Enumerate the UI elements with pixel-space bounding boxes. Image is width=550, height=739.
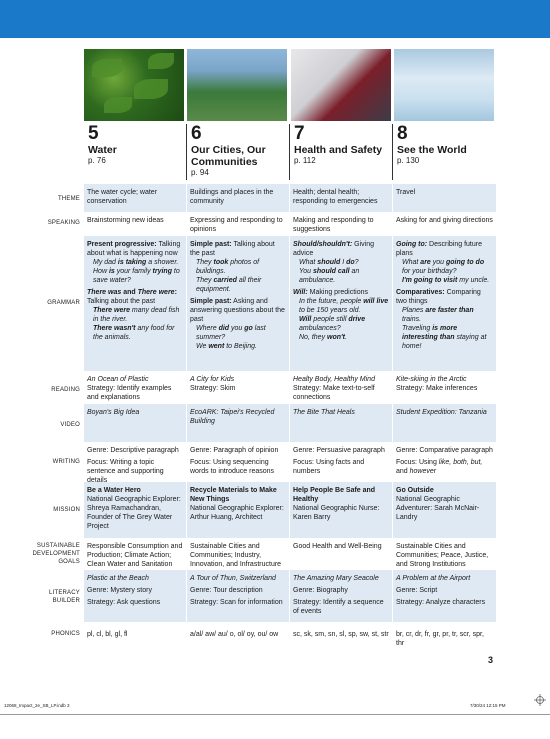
literacy-genre: Genre: Biography — [293, 587, 348, 594]
unit-5-photo — [84, 49, 184, 121]
example-bold: go — [244, 325, 253, 332]
literacy-cell — [187, 572, 289, 607]
focus-italic: however — [409, 468, 437, 475]
literacy-title: A Problem at the Airport — [396, 575, 471, 582]
row-label-sdg — [0, 542, 80, 566]
grammar-text: Giving advice — [293, 241, 375, 257]
mission-title: Be a Water Hero — [87, 487, 141, 494]
grammar-heading: Simple past: — [190, 241, 232, 248]
mission-title: Help People Be Safe and Healthy — [293, 487, 376, 503]
example-text: a shower. — [146, 259, 179, 266]
example-text: What — [402, 259, 421, 266]
sdg-cell: Responsible Consumption and Production; Climate Action; Clean Water and Sanitation — [87, 543, 183, 568]
writing-genre: Genre: Paragraph of opinion — [190, 447, 279, 454]
literacy-cell — [393, 572, 496, 607]
grammar-text: Describing future plans — [396, 241, 482, 257]
grammar-heading: and — [121, 289, 138, 296]
example-text: No, they — [299, 334, 328, 341]
unit-number: 8 — [397, 123, 408, 144]
literacy-title: Plastic at the Beach — [87, 575, 149, 582]
reading-strategy: Strategy: Identify examples and explanations — [87, 385, 172, 401]
video-cell: The Bite That Heals — [293, 409, 355, 416]
grammar-heading: Comparatives: — [396, 289, 445, 296]
unit-number: 7 — [294, 123, 305, 144]
reading-title: Healty Body, Healthy Mind — [293, 376, 375, 383]
unit-page: p. 94 — [191, 168, 209, 177]
page-number: 3 — [488, 655, 494, 665]
literacy-strategy: Strategy: Ask questions — [87, 599, 161, 606]
mission-title: Recycle Materials to Make New Things — [190, 487, 277, 503]
header-bar — [0, 0, 550, 38]
reading-title: An Ocean of Plastic — [87, 376, 149, 383]
example-text: photos of buildings. — [196, 259, 260, 275]
unit-title: See the World — [397, 144, 467, 156]
grammar-heading: : — [174, 289, 177, 296]
unit-page: p. 130 — [397, 156, 420, 165]
phonics-cell: br, cr, dr, fr, gr, pr, tr, scr, spr, thr — [396, 631, 484, 647]
row-label-line: LITERACY — [49, 590, 80, 596]
grammar-text: Talking about the past — [87, 298, 156, 305]
example-bold: There were — [93, 307, 130, 314]
example-text: you — [229, 325, 245, 332]
example-text: ? — [354, 259, 359, 266]
literacy-genre: Genre: Script — [396, 587, 438, 594]
example-text: Planes — [402, 307, 426, 314]
unit-number: 6 — [191, 123, 202, 144]
unit-page: p. 76 — [88, 156, 106, 165]
grammar-heading: Going to: — [396, 241, 428, 248]
example-text: staying at home! — [402, 334, 487, 350]
focus-italic: like, both, but, — [438, 459, 483, 466]
literacy-title: A Tour of Thun, Switzerland — [190, 575, 276, 582]
example-bold: drive — [348, 316, 366, 323]
example-text: my uncle. — [457, 277, 490, 284]
writing-focus: Focus: Writing a topic sentence and supporting details — [87, 459, 164, 484]
grammar-cell — [290, 238, 392, 342]
grammar-heading: Should/shouldn't: — [293, 241, 353, 248]
writing-focus — [396, 458, 493, 476]
row-label-writing: WRITING — [52, 459, 80, 465]
example-text: In the future, people — [299, 298, 364, 305]
print-slug-file: 12068_Impact_2e_SB_LP.indb 3 — [4, 703, 70, 708]
grammar-text: Talking about the past — [190, 241, 275, 257]
reading-cell — [84, 373, 186, 402]
mission-explorer: National Geographic Adventurer: Sarah McNair-Landry — [396, 496, 480, 521]
writing-genre: Genre: Comparative paragraph — [396, 447, 493, 454]
unit-5-header — [88, 124, 184, 170]
speaking-cell: Making and responding to suggestions — [293, 217, 374, 233]
example-bold: will live — [363, 298, 389, 305]
mission-explorer: National Geographic Explorer: Shreya Ramachandran, Founder of The Grey Water Project — [87, 496, 181, 530]
reading-cell — [290, 373, 392, 402]
sdg-cell: Sustainable Cities and Communities; Industry, Innovation, and Infrastructure — [190, 543, 282, 568]
sdg-cell: Sustainable Cities and Communities; Peace, Justice, and Strong Institutions — [396, 543, 489, 568]
focus-text: and — [396, 468, 410, 475]
example-bold: went — [208, 343, 225, 350]
theme-cell: Travel — [396, 189, 416, 196]
row-label-line: DEVELOPMENT — [32, 551, 80, 557]
example-bold: I'm going to visit — [402, 277, 458, 284]
unit-6-photo — [187, 49, 287, 121]
speaking-cell: Asking for and giving directions — [396, 217, 493, 224]
example-bold: trying — [152, 268, 172, 275]
reading-strategy: Strategy: Make text-to-self connections — [293, 385, 375, 401]
example-text: What — [299, 259, 318, 266]
row-label-line: GOALS — [58, 559, 80, 565]
example-text: to be 150 years old. — [299, 307, 361, 314]
reading-title: Kite-skiing in the Arctic — [396, 376, 467, 383]
row-label-line: SUSTAINABLE — [36, 543, 80, 549]
grammar-heading: Simple past: — [190, 298, 232, 305]
writing-focus: Focus: Using facts and numbers — [293, 459, 365, 475]
example-bold: did — [218, 325, 230, 332]
example-text: ambulances? — [299, 325, 341, 332]
unit-8-header — [397, 124, 493, 170]
example-bold: carried — [213, 277, 237, 284]
print-slug-date: 7/30/24 12:15 PM — [470, 703, 506, 708]
example-text: They — [196, 277, 214, 284]
writing-genre: Genre: Persuasive paragraph — [293, 447, 385, 454]
row-label-grammar: GRAMMAR — [47, 300, 80, 306]
trim-line — [0, 714, 550, 715]
example-bold: There wasn't — [93, 325, 136, 332]
example-text: We — [196, 343, 209, 350]
row-label-theme: THEME — [58, 196, 80, 202]
reading-strategy: Strategy: Skim — [190, 385, 236, 392]
example-bold: Will — [299, 316, 312, 323]
mission-cell — [290, 484, 392, 522]
speaking-cell: Brainstorming new ideas — [87, 217, 164, 224]
phonics-cell: a/al/ aw/ au/ o, ol/ oy, ou/ ow — [190, 631, 279, 638]
phonics-cell: sc, sk, sm, sn, sl, sp, sw, st, str — [293, 631, 389, 638]
registration-mark-icon — [534, 694, 546, 706]
example-text: I — [340, 259, 347, 266]
example-bold: are — [420, 259, 431, 266]
example-bold: is — [108, 268, 115, 275]
grammar-text: Asking and answering questions about the past — [190, 298, 285, 323]
row-label-reading: READING — [51, 387, 80, 393]
example-text: My dad — [93, 259, 118, 266]
example-text: You — [299, 268, 314, 275]
mission-explorer: National Geographic Explorer: Arthur Huang, Architect — [190, 505, 284, 521]
grammar-heading: There were — [137, 289, 175, 296]
writing-focus: Focus: Using sequencing words to introduce reasons — [190, 459, 275, 475]
unit-page: p. 112 — [294, 156, 316, 165]
row-label-mission: MISSION — [53, 507, 80, 513]
example-text: Traveling — [402, 325, 433, 332]
reading-cell — [187, 373, 289, 393]
grammar-cell — [187, 238, 289, 351]
grammar-cell — [84, 238, 186, 342]
writing-genre: Genre: Descriptive paragraph — [87, 447, 179, 454]
speaking-cell: Expressing and responding to opinions — [190, 217, 283, 233]
example-bold: won't — [327, 334, 346, 341]
example-bold: do — [346, 259, 355, 266]
grammar-text: Making predictions — [307, 289, 369, 296]
theme-cell: The water cycle; water conservation — [87, 189, 158, 205]
mission-explorer: National Geographic Nurse: Karen Barry — [293, 505, 380, 521]
theme-cell: Health; dental health; responding to emergencies — [293, 189, 378, 205]
example-text: to Beijing. — [224, 343, 257, 350]
example-bold: is taking — [117, 259, 147, 266]
example-bold: took — [213, 259, 229, 266]
header-divider — [392, 124, 393, 180]
grammar-text: Comparing two things — [396, 289, 481, 305]
example-text: trains. — [402, 316, 422, 323]
video-cell: Student Expedition: Tanzania — [396, 409, 487, 416]
example-text: last summer? — [196, 325, 266, 341]
literacy-genre: Genre: Tour description — [190, 587, 263, 594]
grammar-heading: There was — [87, 289, 122, 296]
example-text: an ambulance. — [299, 268, 360, 284]
unit-7-photo — [291, 49, 391, 121]
example-bold: going to do — [446, 259, 485, 266]
grammar-heading: Will: — [293, 289, 308, 296]
writing-cell — [84, 444, 186, 485]
example-bold: are faster than — [425, 307, 474, 314]
example-text: for your birthday? — [402, 268, 457, 275]
reading-strategy: Strategy: Make inferences — [396, 385, 478, 392]
reading-title: A City for Kids — [190, 376, 235, 383]
mission-cell — [84, 484, 186, 531]
grammar-text: Talking about what is happening now — [87, 241, 181, 257]
example-text: . — [345, 334, 347, 341]
theme-cell: Buildings and places in the community — [190, 189, 274, 205]
example-text: you — [430, 259, 446, 266]
unit-title: Our Cities, Our Communities — [191, 144, 266, 168]
writing-cell — [290, 444, 392, 476]
writing-cell — [187, 444, 289, 476]
reading-cell — [393, 373, 496, 393]
unit-title: Health and Safety — [294, 144, 383, 156]
focus-text: Focus: Using — [396, 459, 439, 466]
phonics-cell: pl, cl, bl, gl, fl — [87, 631, 128, 638]
example-text: any food for the animals. — [93, 325, 175, 341]
example-text: to save water? — [93, 268, 180, 284]
row-label-video: VIDEO — [60, 422, 80, 428]
literacy-title: The Amazing Mary Seacole — [293, 575, 379, 582]
example-text: people still — [311, 316, 349, 323]
grammar-heading: Present progressive: — [87, 241, 157, 248]
unit-7-header — [294, 124, 390, 170]
example-bold: is more interesting than — [402, 325, 458, 341]
literacy-strategy: Strategy: Identify a sequence of events — [293, 599, 384, 615]
row-label-literacy — [0, 589, 80, 605]
example-text: your family — [114, 268, 153, 275]
row-label-line: BUILDER — [52, 598, 80, 604]
example-text: many dead fish in the river. — [93, 307, 180, 323]
writing-cell — [393, 444, 496, 476]
header-divider — [186, 124, 187, 180]
example-text: all their equipment. — [196, 277, 262, 293]
video-cell: Boyan's Big Idea — [87, 409, 140, 416]
sdg-cell: Good Health and Well-Being — [293, 543, 382, 550]
literacy-cell — [84, 572, 186, 607]
mission-cell — [393, 484, 496, 522]
example-bold: should call — [313, 268, 350, 275]
unit-number: 5 — [88, 123, 99, 144]
example-bold: should — [317, 259, 341, 266]
literacy-genre: Genre: Mystery story — [87, 587, 152, 594]
header-divider — [289, 124, 290, 180]
literacy-cell — [290, 572, 392, 616]
row-label-phonics: PHONICS — [51, 631, 80, 637]
unit-title: Water — [88, 144, 117, 156]
mission-cell — [187, 484, 289, 522]
unit-6-header — [191, 123, 287, 177]
example-text: Where — [196, 325, 219, 332]
unit-8-photo — [394, 49, 494, 121]
literacy-strategy: Strategy: Analyze characters — [396, 599, 486, 606]
grammar-cell — [393, 238, 496, 351]
example-text: How — [93, 268, 109, 275]
example-text: They — [196, 259, 214, 266]
mission-title: Go Outside — [396, 487, 434, 494]
row-label-speaking: SPEAKING — [47, 220, 80, 226]
literacy-strategy: Strategy: Scan for information — [190, 599, 283, 606]
video-cell: EcoARK: Taipei's Recycled Building — [190, 409, 275, 425]
